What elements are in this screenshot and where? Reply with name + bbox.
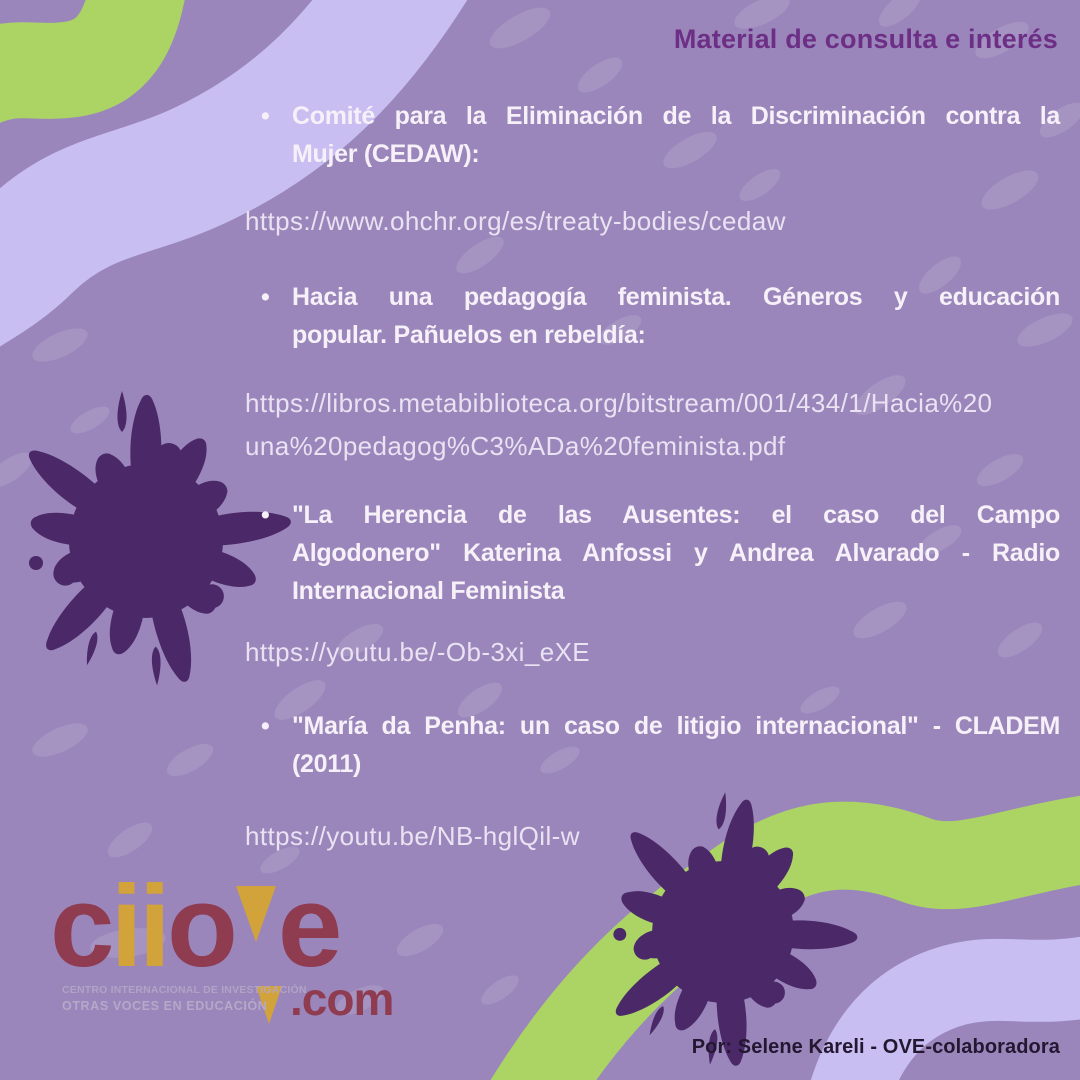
reference-title-line: Comité para la Eliminación de la Discriminación contra la xyxy=(292,102,1060,130)
reference-title-line: "María da Penha: un caso de litigio internacional" - CLADEM xyxy=(292,712,1060,740)
reference-title-line: Hacia una pedagogía feminista. Géneros y educación xyxy=(292,283,1060,311)
logo-dotcom: .com xyxy=(290,973,394,1025)
list-item xyxy=(245,707,1060,783)
logo-subtitle-line2: OTRAS VOCES EN EDUCACIÓN xyxy=(62,998,268,1013)
reference-title-line: popular. Pañuelos en rebeldía: xyxy=(292,321,646,349)
bullet-icon: • xyxy=(261,501,270,529)
logo-triangle-v-icon xyxy=(236,886,276,942)
logo-letter-e: e xyxy=(277,861,339,991)
reference-title-line: Internacional Feminista xyxy=(292,577,565,605)
bullet-icon: • xyxy=(261,283,270,311)
reference-url: https://youtu.be/NB-hglQil-w xyxy=(245,821,580,851)
reference-title-line: "La Herencia de las Ausentes: el caso del Campo xyxy=(292,501,1060,529)
reference-url: https://youtu.be/-Ob-3xi_eXE xyxy=(245,637,591,667)
lavender-wave-bottom-right xyxy=(845,973,1080,1080)
reference-url: https://www.ohchr.org/es/treaty-bodies/cedaw xyxy=(245,206,786,236)
page-title: Material de consulta e interés xyxy=(673,24,1058,54)
reference-url-line: https://libros.metabiblioteca.org/bitstream/001/434/1/Hacia%20 xyxy=(245,388,993,418)
logo-letter-c: c xyxy=(50,861,111,991)
reference-title-line: Algodonero" Katerina Anfossi y Andrea Alvarado - Radio xyxy=(292,539,1060,567)
reference-url-line: una%20pedagog%C3%ADa%20feminista.pdf xyxy=(245,431,786,461)
reference-url xyxy=(245,382,1060,468)
logo-subtitle-line1: CENTRO INTERNACIONAL DE INVESTIGACIÓN xyxy=(62,984,307,996)
credit-text: Por: Selene Kareli - OVE-colaboradora xyxy=(691,1036,1060,1058)
reference-title-line: Mujer (CEDAW): xyxy=(292,140,480,168)
logo-letter-o: o xyxy=(166,861,234,991)
list-item xyxy=(245,496,1060,610)
list-item xyxy=(245,97,1060,173)
logo-letters-ii: ii xyxy=(110,861,167,991)
green-wave-top-left xyxy=(0,0,142,84)
logo-subtitle xyxy=(62,984,307,1014)
reference-title-line: (2011) xyxy=(292,750,362,778)
ciiove-logo xyxy=(50,861,395,1053)
bullet-icon: • xyxy=(261,102,270,130)
bullet-icon: • xyxy=(261,712,270,740)
list-item xyxy=(245,278,1060,354)
